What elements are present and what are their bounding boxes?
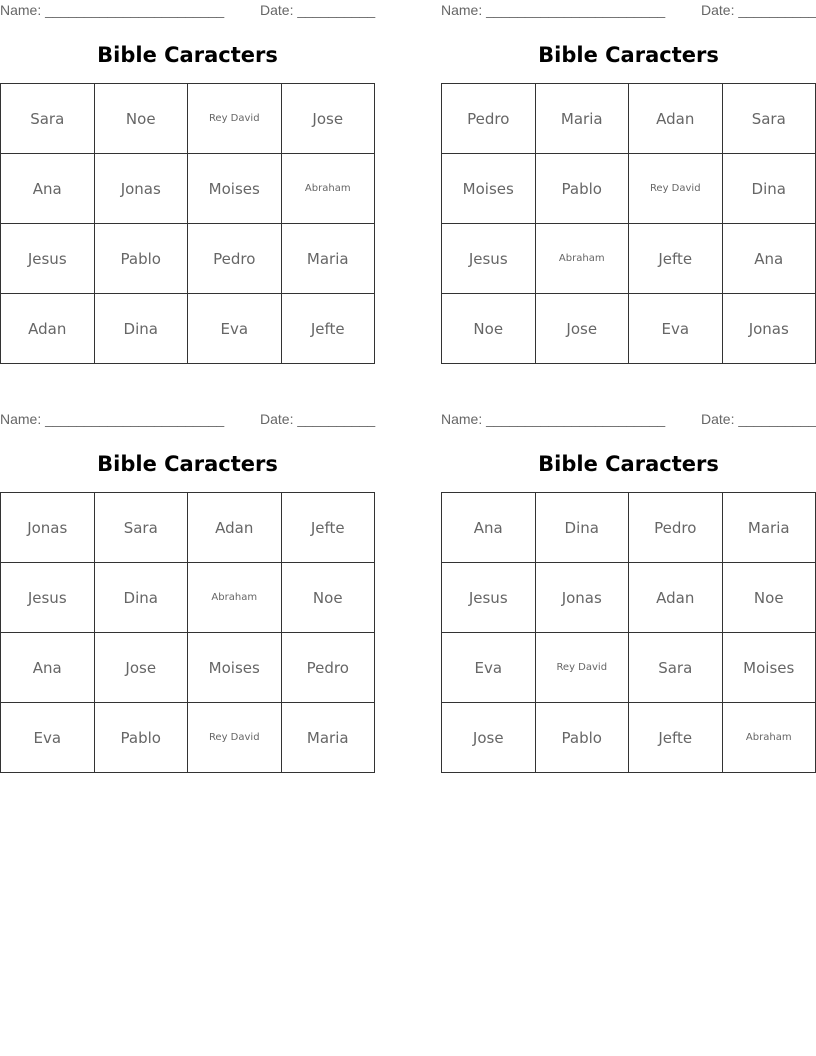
grid-cell: Pedro [629, 493, 723, 563]
card-header [0, 2, 375, 20]
bingo-grid [441, 492, 816, 773]
card-header [441, 2, 816, 20]
grid-cell: Sara [629, 633, 723, 703]
grid-cell: Jesus [442, 224, 536, 294]
grid-row [1, 154, 375, 224]
date-field-label: Date: __________ [701, 411, 816, 427]
grid-row [442, 493, 816, 563]
grid-cell: Pedro [281, 633, 375, 703]
grid-cell: Rey David [535, 633, 629, 703]
card-title: Bible Caracters [97, 43, 278, 67]
grid-row [1, 563, 375, 633]
grid-cell: Jose [281, 84, 375, 154]
grid-cell: Ana [1, 154, 95, 224]
grid-row [1, 224, 375, 294]
name-field-label: Name: _______________________ [0, 411, 225, 427]
grid-cell: Adan [629, 563, 723, 633]
grid-cell: Jefte [281, 493, 375, 563]
grid-cell: Ana [722, 224, 816, 294]
grid-row [442, 154, 816, 224]
grid-row [442, 563, 816, 633]
grid-cell: Jonas [535, 563, 629, 633]
grid-cell: Abraham [535, 224, 629, 294]
grid-cell: Ana [442, 493, 536, 563]
grid-cell: Moises [722, 633, 816, 703]
bingo-card-2 [441, 0, 816, 365]
grid-row [442, 84, 816, 154]
grid-cell: Abraham [281, 154, 375, 224]
grid-cell: Dina [94, 563, 188, 633]
bingo-grid [0, 83, 375, 364]
grid-cell: Moises [442, 154, 536, 224]
grid-cell: Pablo [94, 224, 188, 294]
grid-cell: Ana [1, 633, 95, 703]
date-field-label: Date: __________ [260, 411, 376, 427]
grid-cell: Sara [94, 493, 188, 563]
grid-cell: Jesus [1, 563, 95, 633]
grid-cell: Abraham [722, 703, 816, 773]
grid-cell: Eva [188, 294, 282, 364]
grid-cell: Adan [629, 84, 723, 154]
grid-cell: Dina [94, 294, 188, 364]
grid-cell: Pablo [535, 703, 629, 773]
grid-cell: Rey David [629, 154, 723, 224]
grid-cell: Adan [188, 493, 282, 563]
grid-cell: Jose [535, 294, 629, 364]
grid-cell: Adan [1, 294, 95, 364]
grid-cell: Eva [1, 703, 95, 773]
card-title: Bible Caracters [538, 43, 719, 67]
name-field-label: Name: _______________________ [441, 411, 666, 427]
bingo-card-1 [0, 0, 375, 365]
name-field-label: Name: _______________________ [441, 2, 666, 18]
bingo-card-4 [441, 409, 816, 774]
bingo-grid [0, 492, 375, 773]
grid-cell: Maria [722, 493, 816, 563]
grid-cell: Sara [1, 84, 95, 154]
grid-row [442, 703, 816, 773]
grid-cell: Dina [722, 154, 816, 224]
grid-cell: Eva [442, 633, 536, 703]
date-field-label: Date: __________ [260, 2, 376, 18]
grid-cell: Noe [442, 294, 536, 364]
grid-cell: Jose [94, 633, 188, 703]
grid-cell: Jonas [722, 294, 816, 364]
grid-row [442, 633, 816, 703]
grid-cell: Jefte [281, 294, 375, 364]
grid-cell: Sara [722, 84, 816, 154]
grid-cell: Jesus [1, 224, 95, 294]
grid-cell: Noe [94, 84, 188, 154]
grid-cell: Pedro [188, 224, 282, 294]
grid-cell: Rey David [188, 703, 282, 773]
grid-cell: Maria [281, 703, 375, 773]
grid-cell: Pablo [535, 154, 629, 224]
bingo-card-3 [0, 409, 375, 774]
grid-cell: Abraham [188, 563, 282, 633]
grid-cell: Jonas [1, 493, 95, 563]
grid-cell: Rey David [188, 84, 282, 154]
grid-cell: Jesus [442, 563, 536, 633]
grid-cell: Jefte [629, 224, 723, 294]
card-header [441, 411, 816, 429]
date-field-label: Date: __________ [701, 2, 816, 18]
grid-row [442, 224, 816, 294]
grid-cell: Maria [535, 84, 629, 154]
grid-cell: Moises [188, 633, 282, 703]
grid-cell: Pedro [442, 84, 536, 154]
grid-row [1, 84, 375, 154]
card-header [0, 411, 375, 429]
grid-cell: Maria [281, 224, 375, 294]
grid-cell: Noe [281, 563, 375, 633]
grid-row [1, 493, 375, 563]
grid-row [1, 703, 375, 773]
card-title: Bible Caracters [538, 452, 719, 476]
grid-row [442, 294, 816, 364]
grid-cell: Jose [442, 703, 536, 773]
grid-cell: Dina [535, 493, 629, 563]
grid-row [1, 633, 375, 703]
card-title: Bible Caracters [97, 452, 278, 476]
grid-cell: Eva [629, 294, 723, 364]
grid-cell: Jonas [94, 154, 188, 224]
grid-row [1, 294, 375, 364]
grid-cell: Pablo [94, 703, 188, 773]
grid-cell: Noe [722, 563, 816, 633]
name-field-label: Name: _______________________ [0, 2, 225, 18]
grid-cell: Moises [188, 154, 282, 224]
bingo-grid [441, 83, 816, 364]
grid-cell: Jefte [629, 703, 723, 773]
